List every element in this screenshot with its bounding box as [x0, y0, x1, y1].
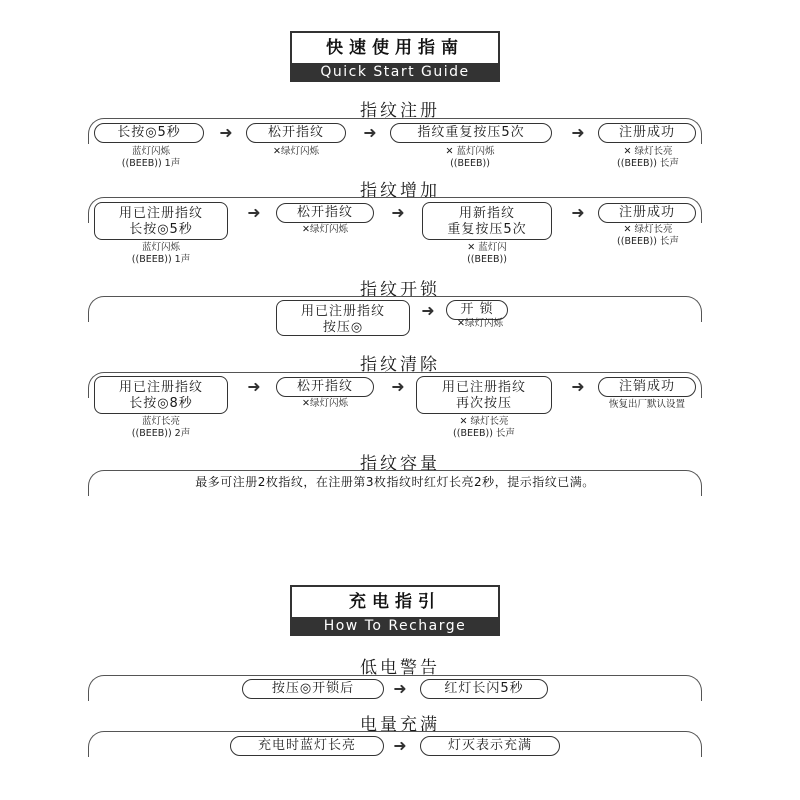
quick-start-title-en: Quick Start Guide	[292, 63, 498, 81]
add-step-4: 注册成功	[598, 203, 696, 223]
unlock-step-2-caption-light: ✕绿灯闪烁	[457, 318, 503, 329]
add-step-1	[94, 202, 228, 240]
add-step-2-caption-light: ✕绿灯闪烁	[302, 224, 348, 235]
register-step-4-caption-sound: ((BEEB)) 长声	[617, 158, 679, 169]
add-step-2: 松开指纹	[276, 203, 374, 223]
clear-step-3-line1: 用已注册指纹	[441, 380, 526, 395]
register-step-4: 注册成功	[598, 123, 696, 143]
add-step-4-caption-sound: ((BEEB)) 长声	[617, 236, 679, 247]
clear-step-1-line2: 长按◎8秒	[129, 396, 193, 411]
arrow-right-icon: ➜	[247, 377, 261, 396]
unlock-step-1	[276, 300, 410, 336]
add-step-3-caption-light: ✕ 蓝灯闪	[467, 242, 507, 253]
register-step-3-caption-sound: ((BEEB))	[450, 158, 490, 169]
recharge-title-cn: 充电指引	[349, 592, 441, 612]
register-step-1-caption-light: 蓝灯闪烁	[131, 146, 170, 157]
add-step-4-caption-light: ✕ 绿灯长亮	[623, 224, 673, 235]
register-heading: 指纹注册	[360, 101, 440, 121]
add-step-1-caption-sound: ((BEEB)) 1声	[131, 254, 191, 265]
arrow-right-icon: ➜	[391, 377, 405, 396]
unlock-step-1-line2: 按压◎	[322, 320, 364, 335]
clear-heading: 指纹清除	[360, 355, 440, 375]
unlock-step-2: 开 锁	[446, 300, 508, 320]
add-step-1-caption-light: 蓝灯闪烁	[141, 242, 180, 253]
arrow-right-icon: ➜	[247, 203, 261, 222]
arrow-right-icon: ➜	[363, 123, 377, 142]
clear-step-1-caption-sound: ((BEEB)) 2声	[131, 428, 191, 439]
full-charge-step-1: 充电时蓝灯长亮	[230, 736, 384, 756]
register-step-4-caption-light: ✕ 绿灯长亮	[623, 146, 673, 157]
clear-step-1-caption-light: 蓝灯长亮	[141, 416, 180, 427]
low-battery-heading: 低电警告	[360, 658, 440, 678]
arrow-right-icon: ➜	[571, 377, 585, 396]
arrow-right-icon: ➜	[219, 123, 233, 142]
clear-step-4: 注销成功	[598, 377, 696, 397]
clear-step-3	[416, 376, 552, 414]
capacity-text: 最多可注册2枚指纹，在注册第3枚指纹时红灯长亮2秒，提示指纹已满。	[195, 475, 595, 489]
register-step-2-caption-light: ✕绿灯闪烁	[273, 146, 319, 157]
clear-step-3-line2: 再次按压	[455, 396, 512, 411]
register-step-2: 松开指纹	[246, 123, 346, 143]
arrow-right-icon: ➜	[571, 203, 585, 222]
clear-step-2: 松开指纹	[276, 377, 374, 397]
register-step-1: 长按◎5秒	[94, 123, 204, 143]
full-charge-step-2: 灯灭表示充满	[420, 736, 560, 756]
clear-step-3-caption-light: ✕ 绿灯长亮	[459, 416, 509, 427]
arrow-right-icon: ➜	[391, 203, 405, 222]
capacity-heading: 指纹容量	[360, 454, 440, 474]
clear-step-3-caption-sound: ((BEEB)) 长声	[453, 428, 515, 439]
arrow-right-icon: ➜	[571, 123, 585, 142]
register-step-3-caption-light: ✕ 蓝灯闪烁	[445, 146, 495, 157]
low-battery-step-1: 按压◎开锁后	[242, 679, 384, 699]
add-step-3-caption-sound: ((BEEB))	[467, 254, 507, 265]
unlock-step-1-line1: 用已注册指纹	[300, 304, 385, 319]
clear-step-1	[94, 376, 228, 414]
register-step-3: 指纹重复按压5次	[390, 123, 552, 143]
unlock-heading: 指纹开锁	[360, 280, 440, 300]
add-heading: 指纹增加	[360, 181, 440, 201]
low-battery-step-2: 红灯长闪5秒	[420, 679, 548, 699]
clear-step-4-caption: 恢复出厂默认设置	[608, 399, 685, 410]
add-step-1-line2: 长按◎5秒	[129, 222, 193, 237]
recharge-title	[290, 585, 500, 636]
add-step-1-line1: 用已注册指纹	[118, 206, 203, 221]
add-step-3-line2: 重复按压5次	[447, 222, 527, 237]
register-step-1-caption-sound: ((BEEB)) 1声	[121, 158, 181, 169]
clear-step-2-caption-light: ✕绿灯闪烁	[302, 398, 348, 409]
recharge-title-en: How To Recharge	[292, 617, 498, 635]
quick-start-title-cn: 快速使用指南	[326, 38, 464, 58]
quick-start-title	[290, 31, 500, 82]
add-step-3-line1: 用新指纹	[458, 206, 515, 221]
arrow-right-icon: ➜	[393, 736, 407, 755]
arrow-right-icon: ➜	[421, 301, 435, 320]
arrow-right-icon: ➜	[393, 679, 407, 698]
full-charge-heading: 电量充满	[360, 715, 440, 735]
clear-step-1-line1: 用已注册指纹	[118, 380, 203, 395]
add-step-3	[422, 202, 552, 240]
